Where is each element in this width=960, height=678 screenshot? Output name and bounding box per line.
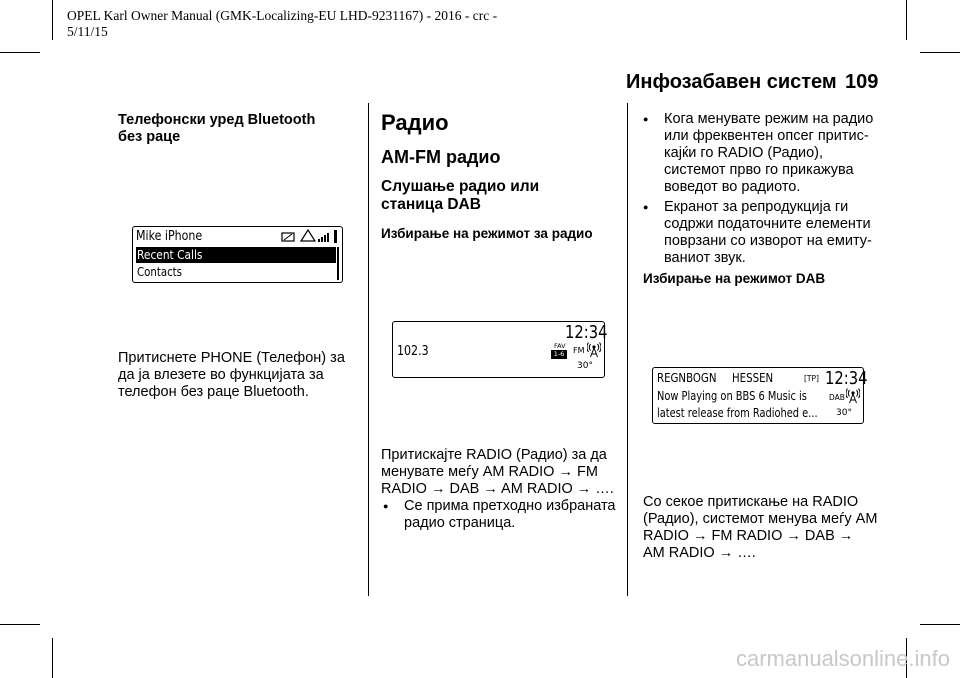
radio-time: 12:34 bbox=[565, 322, 608, 343]
recent-calls-label: Recent Calls bbox=[137, 247, 203, 262]
phone-scrollbar bbox=[337, 247, 339, 280]
body-line: кајќи го RADIO (Радио), bbox=[664, 145, 823, 161]
now-playing-text: Now Playing on BBS 6 Music is bbox=[657, 389, 807, 403]
bluetooth-heading bbox=[118, 112, 315, 146]
band-label: FM bbox=[573, 346, 585, 355]
body-line: Притиснете PHONE (Телефон) за bbox=[118, 350, 345, 366]
dab-temperature: 30° bbox=[836, 408, 852, 418]
mode-change-bullet bbox=[664, 111, 873, 196]
body-line: менувате меѓу AM RADIO → FM bbox=[381, 464, 598, 480]
contacts-item: Contacts bbox=[137, 265, 183, 279]
body-line: (Радио), системот менува меѓу AM bbox=[643, 511, 878, 527]
body-line: ваниот звук. bbox=[664, 250, 746, 266]
dab-ensemble: HESSEN bbox=[732, 371, 774, 385]
radio-screen bbox=[392, 321, 608, 378]
fav-label: FAV bbox=[554, 342, 566, 350]
crop-mark bbox=[920, 52, 960, 53]
meta-line: 5/11/15 bbox=[67, 24, 108, 39]
tp-indicator: [TP] bbox=[804, 374, 819, 383]
battery-icon bbox=[282, 233, 294, 241]
bullet-dot: ● bbox=[383, 501, 389, 511]
body-line: телефон без раце Bluetooth. bbox=[118, 384, 309, 400]
antenna-icon bbox=[587, 342, 601, 358]
radio-title: Радио bbox=[381, 110, 449, 135]
heading-line: станица DAB bbox=[381, 196, 481, 213]
radio-temperature: 30° bbox=[577, 361, 593, 371]
fav-range-badge: 1-6 bbox=[551, 350, 567, 359]
body-line: RADIO → FM RADIO → DAB → bbox=[643, 528, 854, 544]
phone-screen bbox=[132, 226, 343, 283]
heading-line: Телефонски уред Bluetooth bbox=[118, 112, 316, 128]
section-title: Инфозабавен систем bbox=[626, 71, 837, 93]
body-line: воведот во радиото. bbox=[664, 179, 801, 195]
recent-calls-item bbox=[136, 247, 336, 263]
signal-icon bbox=[318, 233, 329, 242]
heading-line: без раце bbox=[118, 129, 181, 145]
body-line: Кога менувате режим на радио bbox=[664, 111, 874, 127]
body-line: Се прима претходно избраната bbox=[404, 498, 616, 514]
crop-mark bbox=[0, 52, 40, 53]
document-meta bbox=[67, 8, 537, 40]
watermark: carmanualsonline.info bbox=[735, 646, 950, 671]
radio-bullet-text bbox=[404, 498, 616, 532]
body-line: Притискајте RADIO (Радио) за да bbox=[381, 447, 607, 463]
crop-mark bbox=[52, 638, 53, 678]
am-fm-subtitle: AM-FM радио bbox=[381, 147, 501, 167]
playback-screen-bullet bbox=[664, 199, 872, 267]
body-line: да ја влезете во функцијата за bbox=[118, 367, 324, 383]
radio-mode-heading: Избирање на режимот за радио bbox=[381, 226, 593, 241]
crop-mark bbox=[920, 624, 960, 625]
heading-line: Слушање радио или bbox=[381, 178, 540, 195]
body-line: или фреквентен опсег притис‐ bbox=[664, 128, 869, 144]
dab-screen bbox=[652, 367, 868, 424]
phone-description bbox=[118, 350, 345, 401]
warning-icon bbox=[301, 230, 315, 241]
bullet-dot: ● bbox=[643, 114, 649, 124]
crop-mark bbox=[0, 624, 40, 625]
body-line: Екранот за репродукција ги bbox=[664, 199, 849, 215]
listening-heading bbox=[381, 178, 539, 214]
dab-mode-heading: Избирање на режимот DAB bbox=[643, 271, 826, 286]
bullet-dot: ● bbox=[643, 202, 649, 212]
radio-description bbox=[381, 447, 614, 498]
release-text: latest release from Radiohed e... bbox=[657, 406, 818, 420]
body-line: радио страница. bbox=[404, 515, 516, 531]
body-line: RADIO → DAB → AM RADIO → …. bbox=[381, 481, 614, 497]
dab-station: REGNBOGN bbox=[657, 371, 717, 385]
dab-time: 12:34 bbox=[825, 368, 868, 389]
dab-description bbox=[643, 494, 877, 562]
crop-mark bbox=[906, 0, 907, 40]
page-number: 109 bbox=[845, 71, 879, 93]
phone-screen-title: Mike iPhone bbox=[136, 229, 203, 244]
battery-level-icon bbox=[334, 230, 337, 243]
column-divider bbox=[627, 103, 628, 596]
body-line: системот прво го прикажува bbox=[664, 162, 854, 178]
phone-status-icons bbox=[281, 229, 339, 245]
antenna-icon bbox=[846, 388, 860, 404]
meta-line: OPEL Karl Owner Manual (GMK-Localizing-EU LHD-9231167) - 2016 - crc - bbox=[67, 8, 498, 23]
column-divider bbox=[368, 103, 369, 596]
body-line: Со секое притискање на RADIO bbox=[643, 494, 859, 510]
body-line: содржи податочните елементи bbox=[664, 216, 871, 232]
radio-frequency: 102.3 bbox=[397, 344, 429, 359]
dab-band-label: DAB bbox=[829, 393, 845, 402]
body-line: поврзани со изворот на емиту‐ bbox=[664, 233, 872, 249]
body-line: AM RADIO → …. bbox=[643, 545, 756, 561]
crop-mark bbox=[52, 0, 53, 40]
